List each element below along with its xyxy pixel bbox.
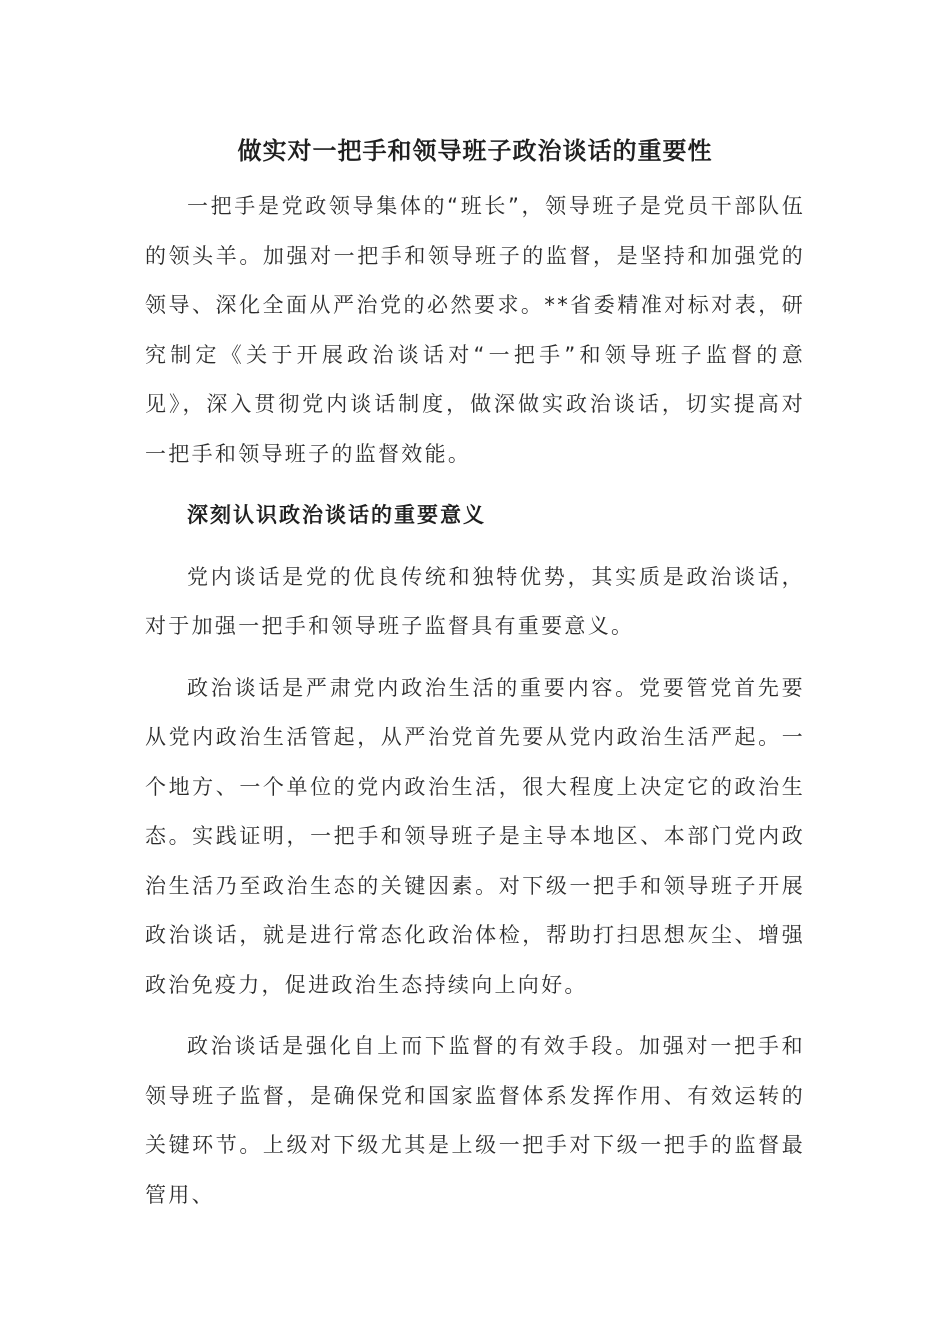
paragraph-inner-party-talks: 党内谈话是党的优良传统和独特优势，其实质是政治谈话，对于加强一把手和领导班子监督具有重要意义。	[145, 564, 805, 638]
paragraph-top-down-supervision: 政治谈话是强化自上而下监督的有效手段。加强对一把手和领导班子监督，是确保党和国家监督体系发挥作用、有效运转的关键环节。上级对下级尤其是上级一把手对下级一把手的监督最管用、	[145, 1034, 805, 1207]
paragraph-political-life: 政治谈话是严肃党内政治生活的重要内容。党要管党首先要从党内政治生活管起，从严治党首先要从党内政治生活严起。一个地方、一个单位的党内政治生活，很大程度上决定它的政治生态。实践证明，一把手和领导班子是主导本地区、本部门党内政治生活乃至政治生态的关键因素。对下级一把手和领导班子开展政治谈话，就是进行常态化政治体检，帮助打扫思想灰尘、增强政治免疫力，促进政治生态持续向上向好。	[145, 675, 805, 997]
paragraph-intro: 一把手是党政领导集体的“班长”，领导班子是党员干部队伍的领头羊。加强对一把手和领导班子的监督，是坚持和加强党的领导、深化全面从严治党的必然要求。**省委精准对标对表，研究制定《关于开展政治谈话对“一把手”和领导班子监督的意见》，深入贯彻党内谈话制度，做深做实政治谈话，切实提高对一把手和领导班子的监督效能。	[145, 194, 805, 466]
document-body	[145, 128, 805, 1232]
section-heading: 深刻认识政治谈话的重要意义	[187, 503, 486, 527]
document-title: 做实对一把手和领导班子政治谈话的重要性	[237, 137, 713, 165]
